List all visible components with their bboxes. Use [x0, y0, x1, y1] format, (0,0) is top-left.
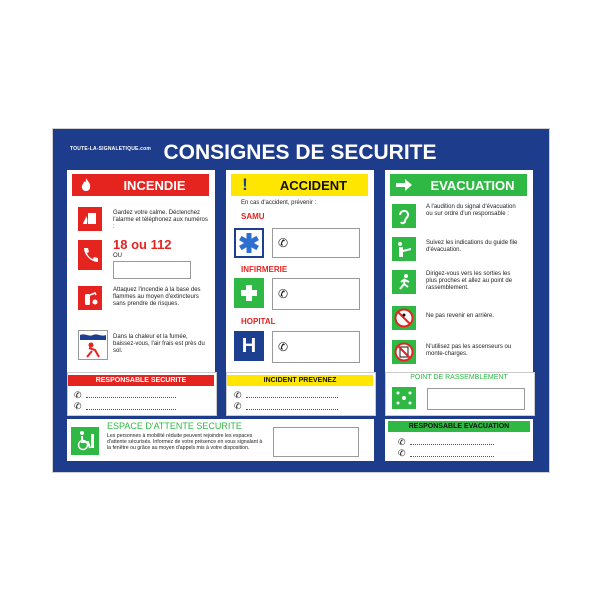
accident-intro: En cas d'accident, prévenir :	[241, 200, 317, 206]
responsable-evacuation-label: RESPONSABLE EVACUATION	[388, 421, 530, 432]
infirmerie-label: INFIRMERIE	[241, 265, 288, 274]
running-exit-icon	[392, 270, 416, 294]
evacuation-step4: Ne pas revenir en arrière.	[426, 313, 495, 319]
other-number-field[interactable]	[113, 261, 191, 279]
phone-icon: ✆	[278, 340, 289, 354]
phone-icon: ✆	[278, 287, 289, 301]
espace-attente-title: ESPACE D'ATTENTE SECURITE	[107, 421, 242, 431]
espace-attente-text: Les personnes à mobilité réduite peuvent rejoindre les espaces d'attente sécurisés. Informez de votre présence en vous signalant à la fenêtre ou grâce au moyen d'appels mis à votre disposition.	[107, 433, 263, 452]
incident-prevenez-label: INCIDENT PREVENEZ	[227, 375, 373, 386]
accident-header	[231, 174, 368, 196]
incident-phone2[interactable]	[246, 409, 338, 410]
responsable-evacuation-phone2[interactable]	[410, 456, 494, 457]
samu-label: SAMU	[241, 212, 265, 221]
smoke-crouch-icon	[78, 330, 108, 360]
evacuation-title: EVACUATION	[430, 177, 515, 193]
evacuation-header	[390, 174, 527, 196]
star-of-life-icon	[234, 228, 264, 258]
responsable-evacuation-phone1[interactable]	[410, 444, 494, 445]
responsable-securite-phone1[interactable]	[86, 397, 176, 398]
phone-icon: ✆	[398, 437, 406, 447]
phone-icon: ✆	[398, 448, 406, 458]
arrow-right-icon	[390, 174, 418, 196]
evacuation-step1: A l'audition du signal d'évacuation ou sur ordre d'un responsable :	[426, 204, 516, 218]
extinguisher-icon	[78, 286, 102, 310]
incendie-header	[72, 174, 209, 196]
incendie-step1: Gardez votre calme. Déclenchez l'alarme et téléphonez aux numéros :	[113, 210, 208, 231]
incendie-title: INCENDIE	[123, 177, 186, 193]
phone-icon: ✆	[234, 390, 242, 400]
phone-icon: ✆	[74, 401, 82, 411]
incident-phone1[interactable]	[246, 397, 338, 398]
phone-fire-icon	[78, 240, 102, 270]
incendie-step3: Dans la chaleur et la fumée, baissez-vous, l'air frais est près du sol.	[113, 334, 205, 355]
no-return-icon	[392, 306, 416, 330]
hospital-icon: H	[234, 331, 264, 361]
responsable-securite-label: RESPONSABLE SECURITE	[68, 375, 214, 386]
evacuation-step5: N'utilisez pas les ascenseurs ou monte-charges.	[426, 344, 512, 358]
incendie-step2: Attaquez l'incendie à la base des flammes au moyen d'extincteurs sans prendre de risques.	[113, 287, 201, 308]
responsable-securite-phone2[interactable]	[86, 409, 176, 410]
ou-label: OU	[113, 253, 122, 259]
phone-icon: ✆	[74, 390, 82, 400]
phone-icon: ✆	[234, 401, 242, 411]
wheelchair-icon	[71, 427, 99, 455]
ear-icon	[392, 204, 416, 228]
warning-icon: !	[242, 175, 248, 194]
page-title: CONSIGNES DE SECURITE	[163, 141, 437, 164]
flame-icon	[72, 174, 100, 196]
assembly-point-icon	[392, 387, 416, 409]
brand-logo: TOUTE-LA-SIGNALETIQUE.com	[70, 146, 152, 152]
espace-attente-field[interactable]	[273, 427, 359, 457]
fire-alarm-icon	[78, 207, 102, 231]
accident-title: ACCIDENT	[279, 177, 348, 193]
point-rassemblement-label: POINT DE RASSEMBLEMENT	[410, 374, 508, 381]
no-elevator-icon	[392, 340, 416, 364]
evacuation-step2: Suivez les indications du guide file d'évacuation.	[426, 240, 518, 254]
guide-pointing-icon	[392, 237, 416, 261]
evacuation-step3: Dirigez-vous vers les sorties les plus proches et allez au point de rassemblement.	[426, 271, 513, 292]
emergency-numbers: 18 ou 112	[113, 237, 172, 252]
rassemblement-field[interactable]	[427, 388, 525, 410]
hopital-label: HOPITAL	[241, 317, 276, 326]
first-aid-cross-icon	[234, 278, 264, 308]
phone-icon: ✆	[278, 236, 289, 250]
